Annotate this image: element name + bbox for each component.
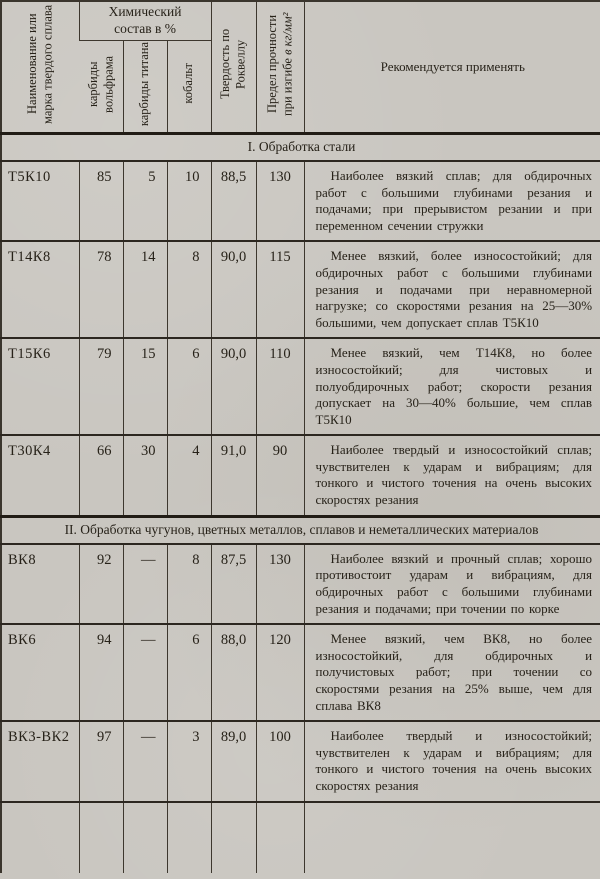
alloy-grade: Т14К8 [1, 241, 79, 338]
filler-cell [123, 802, 167, 873]
alloy-grade: Т30К4 [1, 435, 79, 516]
table-row [1, 544, 600, 624]
table-row [1, 338, 600, 435]
hardness-value: 88,0 [211, 624, 256, 721]
hardness-value: 91,0 [211, 435, 256, 516]
table-row [1, 241, 600, 338]
tungsten-carbide-value: 92 [79, 544, 123, 624]
filler-cell [256, 802, 304, 873]
col-header-titanium-carbide [123, 40, 167, 133]
col-header-chem-group: Химический состав в % [79, 1, 211, 40]
alloy-grade: ВК3-ВК2 [1, 721, 79, 801]
col-header-strength [256, 1, 304, 133]
cobalt-value: 3 [167, 721, 211, 801]
col-header-titanium-carbide-label: карбиды титана [137, 41, 152, 126]
strength-value: 110 [256, 338, 304, 435]
alloy-grade: ВК6 [1, 624, 79, 721]
tungsten-carbide-value: 78 [79, 241, 123, 338]
titanium-carbide-value: 30 [123, 435, 167, 516]
titanium-carbide-value: 15 [123, 338, 167, 435]
filler-cell [211, 802, 256, 873]
hardness-value: 88,5 [211, 161, 256, 241]
strength-value: 130 [256, 161, 304, 241]
recommendation-text: Менее вязкий, более износостойкий; для обдирочных работ с большими глубинами резания и подачами при неравномерной нагрузке; со скоростями резания на 25—30% большими, чем допускает сплав Т5К10 [304, 241, 600, 338]
alloy-grade: Т15К6 [1, 338, 79, 435]
hardness-value: 90,0 [211, 338, 256, 435]
filler-cell [79, 802, 123, 873]
titanium-carbide-value: — [123, 721, 167, 801]
hardness-value: 87,5 [211, 544, 256, 624]
titanium-carbide-value: — [123, 624, 167, 721]
filler-cell [304, 802, 600, 873]
table-row [1, 435, 600, 516]
filler-row [1, 802, 600, 873]
titanium-carbide-value: 5 [123, 161, 167, 241]
recommendation-text: Наиболее вязкий сплав; для обдирочных работ с большими глубинами резания и подачами; при прерывистом резании и при переменном сечении стружки [304, 161, 600, 241]
table-row [1, 624, 600, 721]
recommendation-text: Наиболее вязкий и прочный сплав; хорошо противостоит ударам и вибрациям, для обдирочных работ с большими глубинами резания и подачами; при точении по корке [304, 544, 600, 624]
titanium-carbide-value: — [123, 544, 167, 624]
recommendation-text: Менее вязкий, чем ВК8, но более износостойкий, для обдирочных и получистовых работ; при точении со скоростями резания на 25% выше, чем для сплава ВК8 [304, 624, 600, 721]
tungsten-carbide-value: 97 [79, 721, 123, 801]
cobalt-value: 8 [167, 241, 211, 338]
section-header-row [1, 133, 600, 161]
titanium-carbide-value: 14 [123, 241, 167, 338]
strength-value: 130 [256, 544, 304, 624]
cobalt-value: 8 [167, 544, 211, 624]
strength-value: 90 [256, 435, 304, 516]
col-header-cobalt [167, 40, 211, 133]
filler-cell [1, 802, 79, 873]
col-header-tungsten-carbide-label: карбиды вольфрама [85, 55, 115, 113]
cobalt-value: 4 [167, 435, 211, 516]
tungsten-carbide-value: 66 [79, 435, 123, 516]
tungsten-carbide-value: 85 [79, 161, 123, 241]
tungsten-carbide-value: 94 [79, 624, 123, 721]
col-header-grade-label: Наименование или марка твердого сплава [25, 4, 55, 124]
col-header-hardness-label: Твердость по Роквеллу [218, 29, 248, 100]
section-header-row [1, 516, 600, 544]
filler-cell [167, 802, 211, 873]
strength-unit-label: в кг/мм² [280, 12, 295, 56]
recommendation-text: Менее вязкий, чем Т14К8, но более износостойкий; для чистовых и полуобдирочных работ; скорости резания допускает на 30—40% большие, чем сплав Т5К10 [304, 338, 600, 435]
col-header-cobalt-label: кобальт [181, 63, 196, 105]
alloy-grade: ВК8 [1, 544, 79, 624]
col-header-strength-label: Предел прочности при изгибе в кг/мм² [264, 12, 295, 117]
col-header-recommend-label: Рекомендуется применять [380, 58, 525, 74]
section-title: II. Обработка чугунов, цветных металлов, сплавов и неметаллических материалов [1, 516, 600, 544]
cobalt-value: 6 [167, 338, 211, 435]
table-row [1, 161, 600, 241]
hardness-value: 89,0 [211, 721, 256, 801]
tungsten-carbide-value: 79 [79, 338, 123, 435]
table-body [1, 133, 600, 872]
cobalt-value: 6 [167, 624, 211, 721]
strength-value: 120 [256, 624, 304, 721]
col-header-hardness [211, 1, 256, 133]
strength-value: 100 [256, 721, 304, 801]
recommendation-text: Наиболее твердый и износостойкий; чувствителен к ударам и вибрациям; для тонкого и чистого точения на очень высоких скоростях резания [304, 721, 600, 801]
recommendation-text: Наиболее твердый и износостойкий сплав; чувствителен к ударам и вибрациям; для тонкого и чистого точения на очень высоких скоростях резания [304, 435, 600, 516]
table-header [1, 1, 600, 133]
col-header-tungsten-carbide [79, 40, 123, 133]
alloy-grade: Т5К10 [1, 161, 79, 241]
table-row [1, 721, 600, 801]
hardness-value: 90,0 [211, 241, 256, 338]
section-title: I. Обработка стали [1, 133, 600, 161]
strength-value: 115 [256, 241, 304, 338]
cobalt-value: 10 [167, 161, 211, 241]
col-header-recommend [304, 1, 600, 133]
col-header-grade [1, 1, 79, 133]
